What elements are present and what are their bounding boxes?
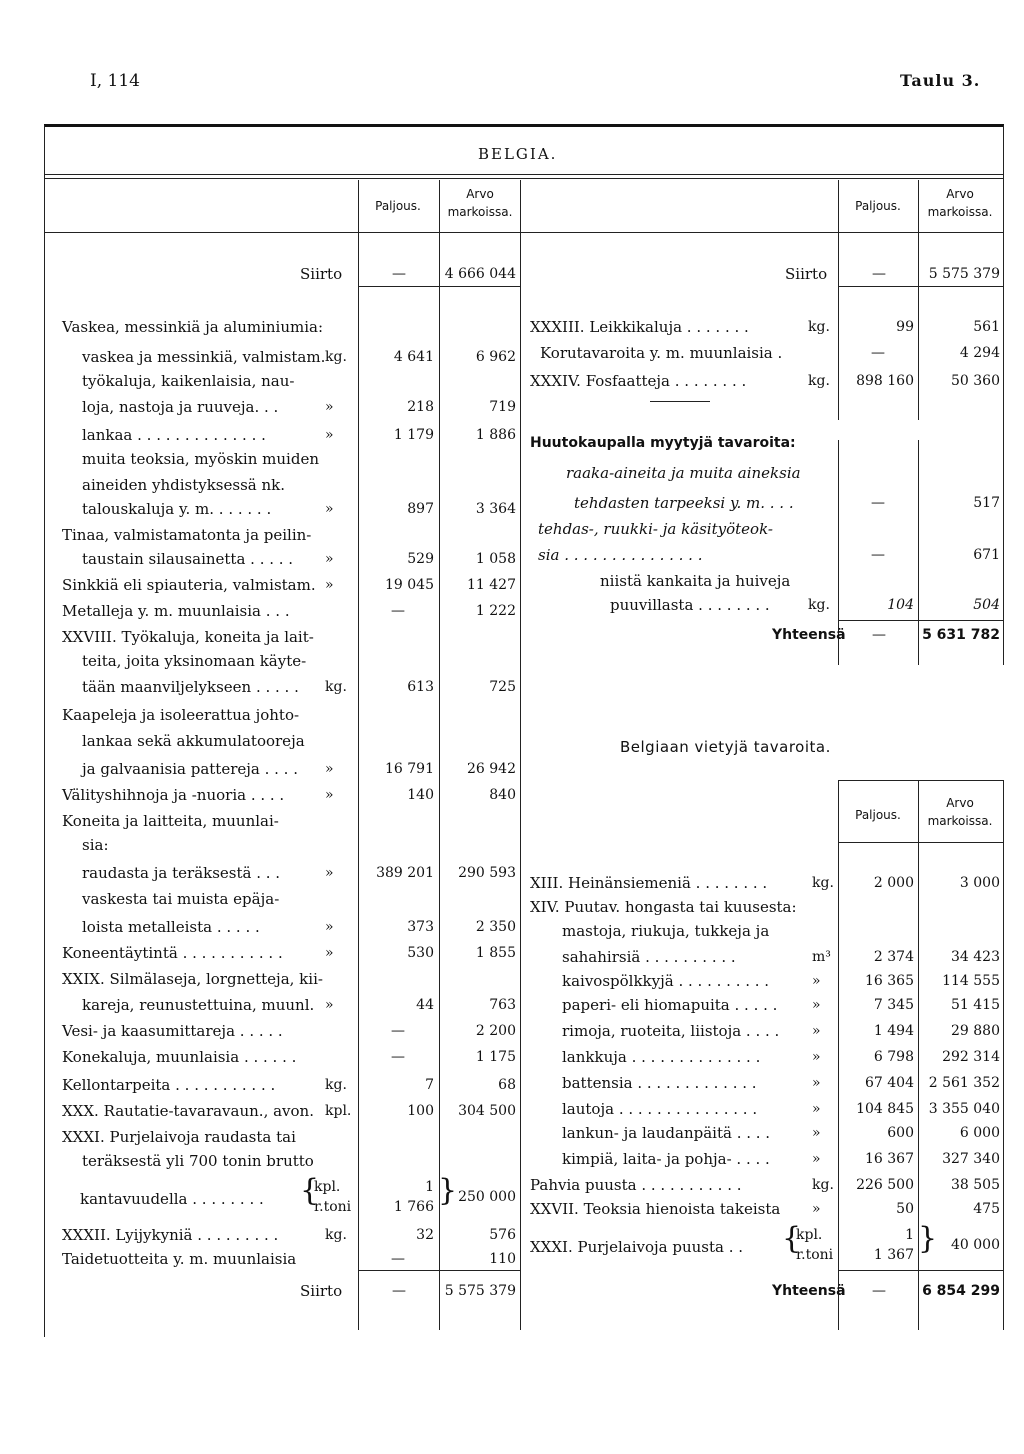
left-row-qty: 529 — [407, 551, 434, 567]
export-row-unit: » — [812, 1023, 821, 1039]
left-siirto-value: 4 666 044 — [444, 266, 516, 282]
left-row-text: Tinaa, valmistamatonta ja peilin- — [62, 526, 312, 544]
auction-row-qty: — — [871, 547, 885, 563]
left-row-unit: » — [325, 919, 334, 935]
right-row-unit: kg. — [808, 373, 830, 389]
left-row-unit: » — [325, 997, 334, 1013]
left-row-value: 68 — [498, 1077, 516, 1093]
left-row-text: XXIX. Silmälaseja, lorgnetteja, kii- — [62, 970, 323, 988]
left-row-text: Kaapeleja ja isoleerattua johto- — [62, 706, 300, 724]
kantavuudella-qty2: 1 766 — [393, 1199, 434, 1215]
left-row-text: XXXI. Purjelaivoja raudasta tai — [62, 1128, 296, 1146]
export-row-qty: 600 — [887, 1125, 914, 1141]
left-row-qty: 140 — [407, 787, 434, 803]
export-row-unit: m³ — [812, 949, 831, 965]
right-row-qty: 898 160 — [856, 373, 914, 389]
total2-value: 6 854 299 — [922, 1283, 1000, 1299]
header-rule-3 — [44, 232, 1004, 233]
header-value-left-2: markoissa. — [447, 205, 513, 219]
export-row-qty: 2 374 — [873, 949, 914, 965]
left-row-value: 763 — [489, 997, 516, 1013]
left-row-value: 1 175 — [475, 1049, 516, 1065]
total2-rule — [838, 1270, 1003, 1271]
export-row-unit: » — [812, 973, 821, 989]
total1-value: 5 631 782 — [922, 627, 1000, 643]
right-siirto-qty: — — [872, 266, 886, 282]
right-row-text: XXXIII. Leikkikaluja . . . . . . . — [530, 318, 749, 336]
left-row-value: 11 427 — [467, 577, 516, 593]
export-row-unit: » — [812, 1125, 821, 1141]
left2-row-value: 576 — [489, 1227, 516, 1243]
left-row-qty: 4 641 — [393, 349, 434, 365]
kantavuudella-text: kantavuudella . . . . . . . . — [80, 1190, 264, 1208]
left-row-text: Vesi- ja kaasumittareja . . . . . — [62, 1022, 283, 1040]
left-siirto-out-rule — [358, 1270, 520, 1271]
left-row-unit: » — [325, 865, 334, 881]
export-row-unit: kg. — [812, 875, 834, 891]
export-row-qty: 16 367 — [865, 1151, 914, 1167]
export-row-value: 38 505 — [951, 1177, 1000, 1193]
left-row-value: 1 855 — [475, 945, 516, 961]
left-row-unit: » — [325, 427, 334, 443]
left-row-text: loista metalleista . . . . . — [82, 918, 260, 936]
left-row-qty: 218 — [407, 399, 434, 415]
left-row-value: 3 364 — [475, 501, 516, 517]
left-row-unit: » — [325, 945, 334, 961]
left2-row-qty: 32 — [416, 1227, 434, 1243]
left-row-text: kareja, reunustettuina, muunl. — [82, 996, 315, 1014]
kantavuudella-unit2: r.toni — [314, 1199, 352, 1215]
left-qty-line — [358, 180, 359, 1330]
center-line — [520, 180, 521, 1330]
right-qty-line-c — [838, 780, 839, 1330]
left-row-text: sia: — [82, 836, 109, 854]
left-row-text: vaskea ja messinkiä, valmistam. — [82, 348, 326, 366]
country-title: BELGIA. — [478, 145, 558, 163]
left-row-qty: 7 — [425, 1077, 434, 1093]
left-row-qty: 19 045 — [385, 577, 434, 593]
auction-row-text: tehdas-, ruukki- ja käsityöteok- — [538, 520, 773, 538]
export-row-text: kaivospölkkyjä . . . . . . . . . . — [562, 972, 770, 990]
left2-row-value: 110 — [489, 1251, 516, 1267]
right-short-rule — [650, 401, 710, 402]
export-row-qty: 67 404 — [865, 1075, 914, 1091]
purjelaivoja-qty2: 1 367 — [873, 1247, 914, 1263]
export-header-value-1: Arvo — [946, 796, 974, 810]
purjelaivoja-unit1: kpl. — [796, 1227, 823, 1243]
right-value-line-b — [918, 440, 919, 665]
top-rule — [44, 124, 1004, 127]
left-row-value: 1 886 — [475, 427, 516, 443]
left-row-text: Koneita ja laitteita, muunlai- — [62, 812, 279, 830]
export-row-qty: 7 345 — [873, 997, 914, 1013]
left-siirto-out-label: Siirto — [300, 1282, 343, 1300]
right-row-unit: kg. — [808, 319, 830, 335]
left-row-text: loja, nastoja ja ruuveja. . . — [82, 398, 279, 416]
auction-row-text: tehdasten tarpeeksi y. m. . . . — [574, 494, 794, 512]
left-siirto-label: Siirto — [300, 265, 343, 283]
export-row-qty: 226 500 — [856, 1177, 914, 1193]
export-row-text: rimoja, ruoteita, liistoja . . . . — [562, 1022, 780, 1040]
auction-row-text: sia . . . . . . . . . . . . . . . — [538, 546, 703, 564]
left-row-text: teräksestä yli 700 tonin brutto — [82, 1152, 314, 1170]
export-row-value: 51 415 — [951, 997, 1000, 1013]
left-row-text: aineiden yhdistyksessä nk. — [82, 476, 286, 494]
right-value-line-a — [918, 180, 919, 420]
export-row-unit: » — [812, 1075, 821, 1091]
left-row-value: 1 058 — [475, 551, 516, 567]
left-row-unit: » — [325, 399, 334, 415]
right-siirto-label: Siirto — [785, 265, 828, 283]
header-value-right-2: markoissa. — [927, 205, 993, 219]
left-row-text: Vaskea, messinkiä ja aluminiumia: — [62, 318, 324, 336]
outer-right-line-a — [1003, 125, 1004, 665]
right-row-text: Korutavaroita y. m. muunlaisia . — [540, 344, 783, 362]
auction-row-text: niistä kankaita ja huiveja — [600, 572, 791, 590]
left-row-qty: 897 — [407, 501, 434, 517]
left-row-unit: » — [325, 501, 334, 517]
left-row-qty: 100 — [407, 1103, 434, 1119]
left-row-value: 840 — [489, 787, 516, 803]
header-value-right-1: Arvo — [946, 187, 974, 201]
export-row-qty: 50 — [896, 1201, 914, 1217]
left-row-text: Sinkkiä eli spiauteria, valmistam. — [62, 576, 316, 594]
left-row-unit: kg. — [325, 679, 347, 695]
auction-row-value: 517 — [973, 495, 1000, 511]
total2-qty: — — [872, 1283, 886, 1299]
left-row-text: lankaa . . . . . . . . . . . . . . — [82, 426, 266, 444]
left-row-value: 26 942 — [467, 761, 516, 777]
left-row-text: Välityshihnoja ja -nuoria . . . . — [62, 786, 285, 804]
export-row-text: paperi- eli hiomapuita . . . . . — [562, 996, 778, 1014]
export-row-unit: » — [812, 1201, 821, 1217]
left-row-value: 2 350 — [475, 919, 516, 935]
right-row-value: 50 360 — [951, 373, 1000, 389]
left-row-text: Kellontarpeita . . . . . . . . . . . — [62, 1076, 276, 1094]
purjelaivoja-brace: { — [782, 1221, 802, 1256]
left2-row-text: XXXII. Lyijykyniä . . . . . . . . . — [62, 1226, 279, 1244]
export-row-text: XXVII. Teoksia hienoista takeista — [530, 1200, 781, 1218]
header-qty-left: Paljous. — [375, 199, 421, 213]
export-row-text: kimpiä, laita- ja pohja- . . . . — [562, 1150, 770, 1168]
left2-row-unit: kg. — [325, 1227, 347, 1243]
left-row-text: Koneentäytintä . . . . . . . . . . . — [62, 944, 283, 962]
left-row-text: Konekaluja, muunlaisia . . . . . . — [62, 1048, 297, 1066]
left-row-text: Metalleja y. m. muunlaisia . . . — [62, 602, 290, 620]
right-siirto-rule — [838, 286, 1003, 287]
export-row-unit: » — [812, 1049, 821, 1065]
left-row-text: vaskesta tai muista epäja- — [82, 890, 280, 908]
purjelaivoja-brace-right: } — [918, 1221, 938, 1256]
left-row-value: 719 — [489, 399, 516, 415]
export-row-value: 34 423 — [951, 949, 1000, 965]
export-row-text: battensia . . . . . . . . . . . . . — [562, 1074, 757, 1092]
export-row-text: XIII. Heinänsiemeniä . . . . . . . . — [530, 874, 768, 892]
left-row-unit: » — [325, 551, 334, 567]
export-row-qty: 104 845 — [856, 1101, 914, 1117]
left-row-unit: kg. — [325, 349, 347, 365]
total1-qty: — — [872, 627, 886, 643]
auction-heading: Huutokaupalla myytyjä tavaroita: — [530, 435, 796, 451]
right-row-text: XXXIV. Fosfaatteja . . . . . . . . — [530, 372, 747, 390]
right-siirto-value: 5 575 379 — [928, 266, 1000, 282]
total2-label: Yhteensä — [772, 1283, 846, 1299]
right-row-qty: 99 — [896, 319, 914, 335]
left-siirto-rule — [358, 286, 520, 287]
left-row-qty: 1 179 — [393, 427, 434, 443]
total1-label: Yhteensä — [772, 627, 846, 643]
left-siirto-out-qty: — — [392, 1283, 406, 1299]
left-row-value: 2 200 — [475, 1023, 516, 1039]
left-row-text: XXX. Rautatie-tavaravaun., avon. — [62, 1102, 314, 1120]
export-header-value-2: markoissa. — [927, 814, 993, 828]
left-row-qty: 373 — [407, 919, 434, 935]
left-row-value: 304 500 — [458, 1103, 516, 1119]
auction-row-value: 504 — [973, 597, 1000, 613]
left-row-unit: kg. — [325, 1077, 347, 1093]
total1-rule — [838, 620, 1003, 621]
export-row-value: 29 880 — [951, 1023, 1000, 1039]
left-row-qty: — — [391, 1023, 405, 1039]
kantavuudella-brace-right: } — [438, 1173, 458, 1208]
export-row-text: lankun- ja laudanpäitä . . . . — [562, 1124, 771, 1142]
left-row-unit: » — [325, 761, 334, 777]
left-row-qty: 389 201 — [376, 865, 434, 881]
auction-row-unit: kg. — [808, 597, 830, 613]
header-qty-right: Paljous. — [855, 199, 901, 213]
export-header-qty: Paljous. — [855, 808, 901, 822]
kantavuudella-unit1: kpl. — [314, 1179, 341, 1195]
outer-right-line-c — [1003, 780, 1004, 1330]
left-row-qty: — — [391, 1049, 405, 1065]
left-row-text: ja galvaanisia pattereja . . . . — [82, 760, 298, 778]
page-number: I, 114 — [90, 71, 140, 91]
export-row-value: 475 — [973, 1201, 1000, 1217]
left-row-text: tään maanviljelykseen . . . . . — [82, 678, 299, 696]
exports-header-top-rule — [838, 780, 1003, 781]
auction-row-qty: 104 — [887, 597, 914, 613]
purjelaivoja-unit2: r.toni — [796, 1247, 834, 1263]
export-row-qty: 1 494 — [873, 1023, 914, 1039]
header-rule-1 — [44, 174, 1004, 175]
header-value-left-1: Arvo — [466, 187, 494, 201]
export-row-value: 3 000 — [959, 875, 1000, 891]
purjelaivoja-value: 40 000 — [951, 1237, 1000, 1253]
left-siirto-qty: — — [392, 266, 406, 282]
header-rule-2 — [44, 178, 1004, 179]
left2-row-text: Taidetuotteita y. m. muunlaisia — [62, 1250, 297, 1268]
auction-row-text: puuvillasta . . . . . . . . — [610, 596, 770, 614]
auction-row-qty: — — [871, 495, 885, 511]
export-row-value: 3 355 040 — [928, 1101, 1000, 1117]
left-row-text: taustain silausainetta . . . . . — [82, 550, 294, 568]
export-row-text: lankkuja . . . . . . . . . . . . . . — [562, 1048, 761, 1066]
left-row-unit: » — [325, 577, 334, 593]
left-row-value: 290 593 — [458, 865, 516, 881]
export-row-qty: 2 000 — [873, 875, 914, 891]
left-row-text: XXVIII. Työkaluja, koneita ja lait- — [62, 628, 314, 646]
export-row-unit: kg. — [812, 1177, 834, 1193]
exports-heading: Belgiaan vietyjä tavaroita. — [620, 738, 831, 756]
left-row-text: työkaluja, kaikenlaisia, nau- — [82, 372, 295, 390]
purjelaivoja-qty1: 1 — [905, 1227, 914, 1243]
auction-row-value: 671 — [973, 547, 1000, 563]
export-row-value: 292 314 — [942, 1049, 1000, 1065]
export-row-value: 6 000 — [959, 1125, 1000, 1141]
exports-header-rule — [838, 842, 1003, 843]
left-row-value: 6 962 — [475, 349, 516, 365]
export-row-value: 2 561 352 — [928, 1075, 1000, 1091]
export-row-text: XIV. Puutav. hongasta tai kuusesta: — [530, 898, 797, 916]
export-row-value: 114 555 — [942, 973, 1000, 989]
export-row-text: sahahirsiä . . . . . . . . . . — [562, 948, 736, 966]
export-row-unit: » — [812, 997, 821, 1013]
export-row-unit: » — [812, 1101, 821, 1117]
right-row-value: 4 294 — [959, 345, 1000, 361]
left-row-qty: 16 791 — [385, 761, 434, 777]
export-row-value: 327 340 — [942, 1151, 1000, 1167]
left-row-text: raudasta ja teräksestä . . . — [82, 864, 281, 882]
left2-row-qty: — — [391, 1251, 405, 1267]
left-row-unit: kpl. — [325, 1103, 352, 1119]
left-row-qty: 613 — [407, 679, 434, 695]
purjelaivoja-text: XXXI. Purjelaivoja puusta . . — [530, 1238, 744, 1256]
kantavuudella-value: 250 000 — [458, 1189, 516, 1205]
export-row-unit: » — [812, 1151, 821, 1167]
outer-left-line — [44, 125, 45, 1337]
right-row-value: 561 — [973, 319, 1000, 335]
left-siirto-out-value: 5 575 379 — [444, 1283, 516, 1299]
left-row-text: teita, joita yksinomaan käyte- — [82, 652, 307, 670]
export-row-qty: 16 365 — [865, 973, 914, 989]
right-qty-line-a — [838, 180, 839, 420]
left-row-qty: 44 — [416, 997, 434, 1013]
left-row-qty: — — [391, 603, 405, 619]
export-row-qty: 6 798 — [873, 1049, 914, 1065]
export-row-text: mastoja, riukuja, tukkeja ja — [562, 922, 770, 940]
kantavuudella-qty1: 1 — [425, 1179, 434, 1195]
right-row-qty: — — [871, 345, 885, 361]
export-row-text: Pahvia puusta . . . . . . . . . . . — [530, 1176, 742, 1194]
left-row-text: lankaa sekä akkumulatooreja — [82, 732, 305, 750]
left-row-value: 725 — [489, 679, 516, 695]
auction-row-text: raaka-aineita ja muita aineksia — [566, 464, 801, 482]
kantavuudella-brace: { — [300, 1173, 320, 1208]
left-row-unit: » — [325, 787, 334, 803]
left-row-text: talouskaluja y. m. . . . . . . — [82, 500, 272, 518]
table-number: Taulu 3. — [900, 71, 981, 90]
left-row-qty: 530 — [407, 945, 434, 961]
left-row-value: 1 222 — [475, 603, 516, 619]
export-row-text: lautoja . . . . . . . . . . . . . . . — [562, 1100, 758, 1118]
left-row-text: muita teoksia, myöskin muiden — [82, 450, 319, 468]
